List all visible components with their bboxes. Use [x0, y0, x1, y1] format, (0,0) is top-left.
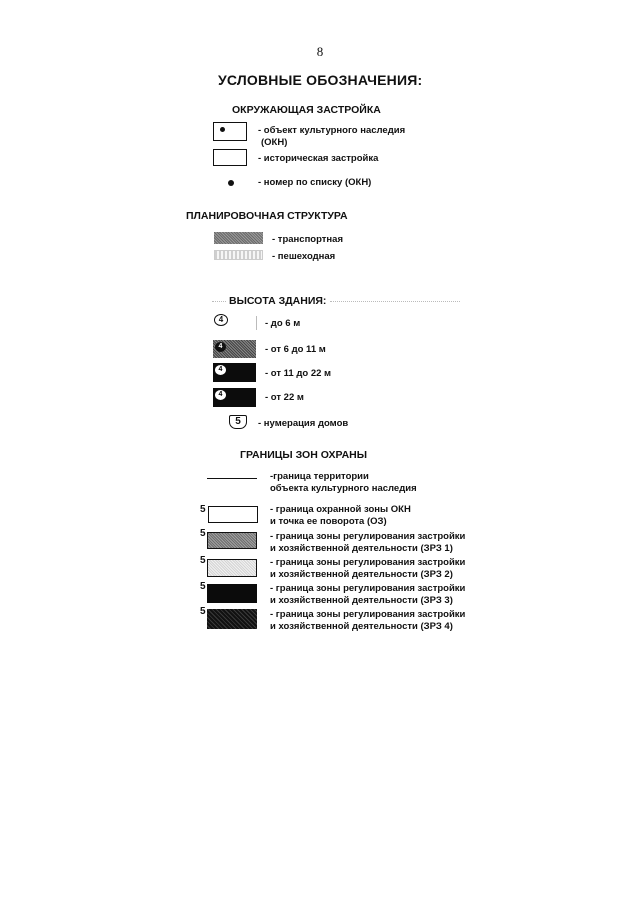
label-zone-5a: - граница зоны регулирования застройки	[270, 583, 466, 594]
zone-marker-oz: 5	[200, 504, 206, 515]
label-heritage-object-2: (ОКН)	[261, 137, 288, 148]
height-marker-icon-2: 4	[215, 342, 226, 352]
height-marker-icon: 4	[214, 314, 228, 326]
swatch-transport	[214, 232, 263, 244]
label-height-11-22: - от 11 до 22 м	[265, 368, 332, 379]
swatch-zone-zrz2	[207, 559, 257, 577]
label-zone-3b: и хозяйственной деятельности (ЗРЗ 1)	[270, 543, 453, 554]
swatch-zone-zrz3	[207, 584, 257, 603]
swatch-height-11-22	[213, 363, 256, 382]
line-heritage-territory	[207, 478, 257, 479]
label-zone-1b: объекта культурного наследия	[270, 483, 417, 494]
height-marker-icon-3: 4	[215, 365, 226, 375]
label-zone-6a: - граница зоны регулирования застройки	[270, 609, 466, 620]
label-transport: - транспортная	[272, 234, 343, 245]
swatch-pedestrian	[214, 250, 263, 260]
swatch-zone-oz	[208, 506, 258, 523]
label-zone-4a: - граница зоны регулирования застройки	[270, 557, 466, 568]
zone-marker-zrz2: 5	[200, 555, 206, 566]
heading-height: ВЫСОТА ЗДАНИЯ:	[229, 295, 327, 307]
label-zone-6b: и хозяйственной деятельности (ЗРЗ 4)	[270, 621, 453, 632]
swatch-height-22	[213, 388, 256, 407]
legend-title: УСЛОВНЫЕ ОБОЗНАЧЕНИЯ:	[218, 72, 423, 88]
label-height-22: - от 22 м	[265, 392, 304, 403]
heading-planning: ПЛАНИРОВОЧНАЯ СТРУКТУРА	[186, 210, 348, 222]
swatch-zone-zrz4	[207, 609, 257, 629]
page-number: 8	[316, 44, 324, 59]
zone-marker-zrz3: 5	[200, 581, 206, 592]
label-list-number: - номер по списку (ОКН)	[258, 177, 372, 188]
swatch-heritage-object	[213, 122, 247, 141]
swatch-height-6-11	[213, 340, 256, 358]
label-zone-2a: - граница охранной зоны ОКН	[270, 504, 411, 515]
heading-zones: ГРАНИЦЫ ЗОН ОХРАНЫ	[240, 449, 368, 461]
zone-marker-zrz1: 5	[200, 528, 206, 539]
label-heritage-object: - объект культурного наследия	[258, 125, 406, 136]
scan-artifact-3	[256, 316, 257, 330]
house-number-icon: 5	[229, 415, 247, 429]
swatch-zone-zrz1	[207, 532, 257, 549]
scan-artifact	[212, 301, 226, 302]
height-marker-icon-4: 4	[215, 390, 226, 400]
label-height-6: - до 6 м	[265, 318, 301, 329]
label-house-numbering: - нумерация домов	[258, 418, 349, 429]
list-number-dot-icon	[228, 180, 234, 186]
label-zone-5b: и хозяйственной деятельности (ЗРЗ 3)	[270, 595, 453, 606]
label-height-6-11: - от 6 до 11 м	[265, 344, 326, 355]
label-pedestrian: - пешеходная	[272, 251, 336, 262]
label-zone-3a: - граница зоны регулирования застройки	[270, 531, 466, 542]
label-zone-1a: -граница территории	[270, 471, 369, 482]
marker-dot-icon	[220, 127, 225, 132]
label-historic-buildings: - историческая застройка	[258, 153, 379, 164]
zone-marker-zrz4: 5	[200, 606, 206, 617]
label-zone-2b: и точка ее поворота (ОЗ)	[270, 516, 387, 527]
scan-artifact-2	[330, 301, 460, 302]
heading-surroundings: ОКРУЖАЮЩАЯ ЗАСТРОЙКА	[232, 104, 381, 116]
swatch-historic-buildings	[213, 149, 247, 166]
label-zone-4b: и хозяйственной деятельности (ЗРЗ 2)	[270, 569, 453, 580]
